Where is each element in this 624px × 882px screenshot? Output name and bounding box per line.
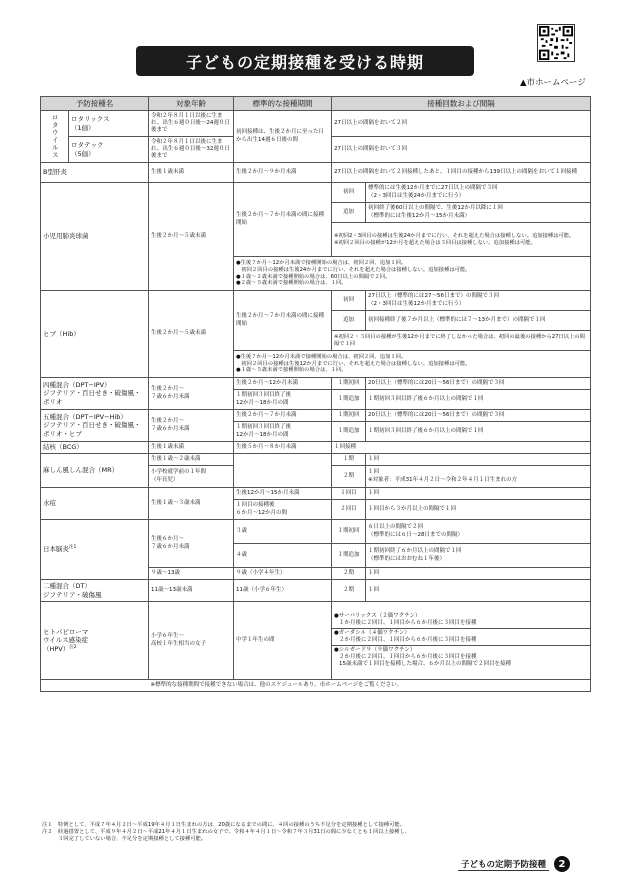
bcg-standard: 生後５か月～８か月未満 bbox=[234, 442, 332, 454]
mr-age-1: 生後１歳～２歳未満 bbox=[149, 454, 234, 466]
table-note: ※標準的な接種期間で接種できない場合は、他のスケジュールあり。市ホームページをご覧ください。 bbox=[149, 680, 591, 692]
pcv-standard: 生後２か月～７か月未満の間に接種開始 bbox=[234, 183, 332, 257]
je-label-2: １期追加 bbox=[332, 544, 366, 568]
header-age: 対象年齢 bbox=[149, 97, 234, 111]
je-age-2: ９歳～13歳 bbox=[149, 568, 234, 580]
hpv-age: 小学６年生～ 高校１年生相当の女子 bbox=[149, 602, 234, 680]
mr-label-2: ２期 bbox=[332, 466, 366, 488]
je-std-1: ３歳 bbox=[234, 520, 332, 544]
pcv-bullet-1: ●生後７か月～12か月未満で接種開始の場合は、初回２回、追加１回。 初回２回目の接種は生後24か月までに行い、それを超えた場合は接種しない。追加接種は可能。 bbox=[236, 259, 471, 273]
je-count-1: ６日以上の間隔で２回 （標準的には６日～28日までの間隔） bbox=[366, 520, 591, 544]
rotarix-name: ロタリックス （1価） bbox=[69, 111, 149, 137]
dpt-ipv-hib-count-2: １期初回３回目終了後６か月以上の間隔で１回 bbox=[366, 422, 591, 442]
table-row bbox=[41, 163, 591, 183]
header-vaccine: 予防接種名 bbox=[41, 97, 149, 111]
je-count-3: １回 bbox=[366, 568, 591, 580]
dpt-ipv-hib-age: 生後２か月～ ７歳６か月未満 bbox=[149, 410, 234, 442]
hpv-vaccine-1: ●サーバリックス（２価ワクチン） bbox=[334, 612, 421, 619]
table-row bbox=[41, 520, 591, 544]
bcg-age: 生後１歳未満 bbox=[149, 442, 234, 454]
pcv-age: 生後２か月～５歳未満 bbox=[149, 183, 234, 291]
page-title: 子どもの定期接種を受ける時期 bbox=[136, 46, 474, 76]
hpv-note-mark: 注2 bbox=[69, 644, 77, 650]
rotarix-age: 令和２年８月１日以後に生まれ、出生６週０日後～24週０日後まで bbox=[149, 111, 234, 137]
dpt-ipv-label-2: １期追加 bbox=[332, 390, 366, 410]
table-row bbox=[41, 111, 591, 137]
hpv-vaccine-2: ●ガーダシル（４価ワクチン） bbox=[334, 629, 410, 636]
mr-name: 麻しん風しん混合（MR） bbox=[41, 454, 149, 488]
mr-count-2: １回 ※対象者：平成31年４月２日～令和２年４月１日生まれの方 bbox=[366, 466, 591, 488]
hib-note-1: ※初回２・３回目の接種が生後12か月までに終了しなかった場合は、初回の最後の接種から27日以上の間隔で１回 bbox=[332, 331, 591, 351]
hepb-age: 生後１歳未満 bbox=[149, 163, 234, 183]
dpt-ipv-label-1: １期初回 bbox=[332, 378, 366, 390]
je-name: 日本脳炎 bbox=[43, 545, 69, 554]
hib-age: 生後２か月～５歳未満 bbox=[149, 291, 234, 378]
pcv-booster-label: 追加 bbox=[332, 203, 366, 223]
pcv-bullet-2: ●１歳～２歳未満で接種開始の場合は、60日以上の間隔で２回。 bbox=[236, 273, 391, 280]
rotarix-count: 27日以上の間隔をおいて２回 bbox=[332, 111, 591, 137]
table-row bbox=[41, 291, 591, 311]
hepb-name: B型肝炎 bbox=[41, 163, 149, 183]
table-row bbox=[41, 183, 591, 203]
dpt-ipv-hib-std-2: １期初回３回目終了後 12か月～18か月の間 bbox=[234, 422, 332, 442]
rotateq-count: 27日以上の間隔をおいて３回 bbox=[332, 137, 591, 163]
mr-age-2: 小学校就学前の１年間 （年長児） bbox=[149, 466, 234, 488]
pcv-booster: 初回終了後60日以上の間隔で、生後12か月以降に１回 （標準的には生後12か月～15か月未満） bbox=[366, 203, 591, 223]
hpv-standard: 中学１年生の間 bbox=[234, 602, 332, 680]
pcv-name: 小児用肺炎球菌 bbox=[41, 183, 149, 291]
vaccination-table bbox=[40, 96, 591, 692]
je-label-3: ２期 bbox=[332, 568, 366, 580]
footnote-1: 注１ 特例として、平成７年４月２日～平成19年４月１日生まれの方は、20歳になるまでの間に、４回の接種のうち不足分を定期接種として接種可能。 bbox=[42, 822, 405, 828]
rota-group-label: ロタウイルス bbox=[41, 111, 69, 163]
hib-booster-label: 追加 bbox=[332, 311, 366, 331]
dpt-ipv-count-1: 20日以上（標準的には20日～56日まで）の間隔で３回 bbox=[366, 378, 591, 390]
dpt-ipv-std-1: 生後２か月～12か月未満 bbox=[234, 378, 332, 390]
rotateq-age: 令和２年８月１日以後に生まれ、出生６週０日後～32週０日後まで bbox=[149, 137, 234, 163]
dpt-ipv-hib-label-2: １期追加 bbox=[332, 422, 366, 442]
varicella-label-1: １回目 bbox=[332, 488, 366, 500]
varicella-age: 生後１歳～３歳未満 bbox=[149, 488, 234, 520]
bcg-count: １回接種 bbox=[332, 442, 591, 454]
bcg-name: 結核（BCG） bbox=[41, 442, 149, 454]
je-std-3: ９歳（小学４年生） bbox=[234, 568, 332, 580]
varicella-std-1: 生後12か月～15か月未満 bbox=[234, 488, 332, 500]
varicella-count-1: １回 bbox=[366, 488, 591, 500]
table-row bbox=[41, 410, 591, 422]
dt-age: 11歳～13歳未満 bbox=[149, 580, 234, 602]
pcv-note-1: ※初回2・3回目の接種は生後24か月までに行い、それを超えた場合は接種しない。追加接種は可能。 bbox=[334, 232, 575, 239]
dpt-ipv-hib-count-1: 20日以上（標準的には20日～56日まで）の間隔で３回 bbox=[366, 410, 591, 422]
je-note-mark: 注1 bbox=[69, 545, 77, 551]
footer-label: 子どもの定期予防接種 bbox=[458, 858, 549, 871]
hib-standard: 生後２か月～７か月未満の間に接種開始 bbox=[234, 291, 332, 351]
qr-caption: ▲市ホームページ bbox=[520, 78, 586, 88]
qr-code[interactable] bbox=[537, 24, 575, 62]
dt-standard: 11歳（小学６年生） bbox=[234, 580, 332, 602]
table-row bbox=[41, 580, 591, 602]
table-row bbox=[41, 378, 591, 390]
hib-bullet-1: ●生後７か月～12か月未満で接種開始の場合は、初回２回、追加１回。 初回２回目の接種は生後12か月までに行い、それを超えた場合は接種しない。追加接種は可能。 bbox=[236, 353, 471, 367]
hpv-name: ヒトパピローマ ウイルス感染症 （HPV） bbox=[43, 627, 89, 653]
table-row bbox=[41, 454, 591, 466]
hib-initial-label: 初回 bbox=[332, 291, 366, 311]
mr-label-1: １期 bbox=[332, 454, 366, 466]
rota-standard: 初回接種は、生後２か月に至った日から出生14週６日後の間 bbox=[234, 111, 332, 163]
hib-initial: 27日以上（標準的には27～56日まで）の間隔で３回 （2・3回目は生後12か月までに行う） bbox=[366, 291, 591, 311]
pcv-initial-label: 初回 bbox=[332, 183, 366, 203]
table-row bbox=[41, 442, 591, 454]
hpv-vaccine-1-detail: １か月後に２回目、１回目から６か月後に３回目を接種 bbox=[339, 619, 477, 626]
rotateq-name: ロタテック （5価） bbox=[69, 137, 149, 163]
header-count: 接種回数および間隔 bbox=[332, 97, 591, 111]
varicella-count-2: １回目から３か月以上の間隔で１回 bbox=[366, 500, 591, 520]
header-standard: 標準的な接種期間 bbox=[234, 97, 332, 111]
table-row bbox=[41, 488, 591, 500]
varicella-label-2: ２回目 bbox=[332, 500, 366, 520]
dpt-ipv-hib-label-1: １期初回 bbox=[332, 410, 366, 422]
hib-booster: 初回接種終了後７か月以上（標準的には７～13か月まで）の間隔で１回 bbox=[366, 311, 591, 331]
je-count-2: １期初回終了６か月以上の間隔で１回 （標準的にはおおむね１年後） bbox=[366, 544, 591, 568]
hpv-vaccine-3-detail: ２か月後に２回目、１回目から６か月後に３回目を接種 15歳未満で１回目を接種した場合、６か月以上の間隔で２回目を接種 bbox=[339, 654, 512, 668]
dpt-ipv-hib-std-1: 生後２か月～７か月未満 bbox=[234, 410, 332, 422]
je-std-2: ４歳 bbox=[234, 544, 332, 568]
hib-name: ヒブ（Hib） bbox=[41, 291, 149, 378]
dt-count: １回 bbox=[366, 580, 591, 602]
dt-name: 二種混合（DT） ジフテリア・破傷風 bbox=[41, 580, 149, 602]
pcv-initial: 標準的には生後12か月までに27日以上の間隔で３回 （2・3回目は生後24か月までに行う） bbox=[366, 183, 591, 203]
dt-label: ２期 bbox=[332, 580, 366, 602]
dpt-ipv-count-2: １期初回３回目終了後６か月以上の間隔で１回 bbox=[366, 390, 591, 410]
dpt-ipv-name: 四種混合（DPT−IPV） ジフテリア・百日せき・破傷風・ポリオ bbox=[41, 378, 149, 410]
table-row bbox=[41, 602, 591, 680]
dpt-ipv-std-2: １期初回３回目終了後 12か月～18か月の間 bbox=[234, 390, 332, 410]
table-header bbox=[41, 97, 591, 111]
hpv-vaccine-3: ●シルガード９（９価ワクチン） bbox=[334, 647, 416, 654]
varicella-name: 水痘 bbox=[41, 488, 149, 520]
pcv-bullet-3: ●２歳～５歳未満で接種開始の場合は、１回。 bbox=[236, 280, 347, 287]
page-footer bbox=[458, 856, 570, 872]
dpt-ipv-age: 生後２か月～ ７歳６か月未満 bbox=[149, 378, 234, 410]
page-number: 2 bbox=[554, 856, 570, 872]
footnotes bbox=[42, 822, 602, 843]
hepb-standard: 生後２か月～９か月未満 bbox=[234, 163, 332, 183]
hpv-vaccine-2-detail: ２か月後に２回目、１回目から６か月後に３回目を接種 bbox=[339, 636, 477, 643]
pcv-note-2: ※初回２回目の接種が12か月を超えた場合は３回目は接種しない。追加接種は可能。 bbox=[334, 239, 536, 246]
je-label-1: １期初回 bbox=[332, 520, 366, 544]
table-row bbox=[41, 680, 591, 692]
varicella-std-2: １回目の接種後 ６か月～12か月の間 bbox=[234, 500, 332, 520]
dpt-ipv-hib-name: 五種混合（DPT−IPV−Hib） ジフテリア・百日せき・破傷風・ポリオ・ヒブ bbox=[41, 410, 149, 442]
hepb-count: 27日以上の間隔をおいて２回接種したあと、１回目の接種から139日以上の間隔をおいて１回接種 bbox=[332, 163, 591, 183]
mr-count-1: １回 bbox=[366, 454, 591, 466]
hib-bullet-2: ●１歳～５歳未満で接種開始の場合は、１回。 bbox=[236, 367, 347, 374]
je-age-1: 生後６か月～ ７歳６か月未満 bbox=[149, 520, 234, 568]
footnote-2: 注２ 経過措置として、平成９年４月２日～平成21年４月１日生まれの女子で、令和４年４月１日～令和７年３月31日の間に少なくとも１回以上接種し、 ３回完了していない場合、不足分を定期接種として接種可能。 bbox=[42, 829, 411, 843]
